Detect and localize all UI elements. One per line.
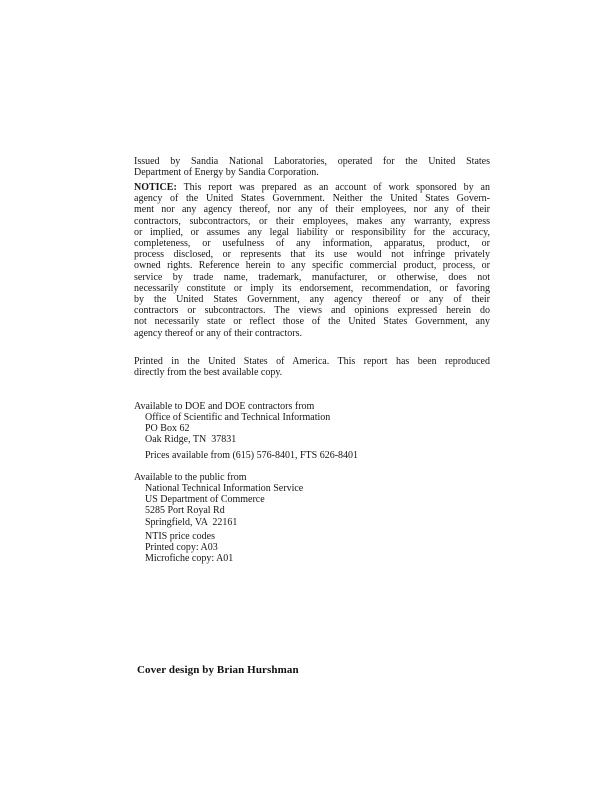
text-line: National Technical Information Service <box>145 483 304 494</box>
public-address <box>145 483 490 528</box>
doe-address <box>145 412 490 446</box>
text-line: completeness, or usefulness of any information, apparatus, product, or <box>134 238 490 250</box>
text-line: US Department of Commerce <box>145 494 265 506</box>
text-line: Microfiche copy: A01 <box>145 553 234 565</box>
text-line: Oak Ridge, TN 37831 <box>145 434 237 446</box>
public-availability-heading <box>134 472 490 483</box>
text-line: contractors or subcontractors. The views and opinions expressed herein do <box>134 305 490 317</box>
notice-paragraph <box>134 182 490 339</box>
text-line: agency of the United States Government. Neither the United States Govern- <box>134 193 490 205</box>
text-line: Department of Energy by Sandia Corporation. <box>134 167 319 179</box>
text-line: Office of Scientific and Technical Information <box>145 412 331 423</box>
text-line: not necessarily state or reflect those of the United States Government, any <box>134 316 490 328</box>
text-line: agency thereof or any of their contractors. <box>134 327 302 339</box>
notice-body-lines <box>134 193 490 339</box>
text-line: NTIS price codes <box>145 531 215 542</box>
text-line: Available to the public from <box>134 472 247 483</box>
text-line: or implied, or assumes any legal liability or responsibility for the accuracy, <box>134 226 490 238</box>
printed-in-usa-paragraph <box>134 356 490 378</box>
notice-label: NOTICE: <box>134 182 177 193</box>
text-line: Available to DOE and DOE contractors from <box>134 401 315 412</box>
text-line: Printed copy: A03 <box>145 542 218 554</box>
text-line: ment nor any agency thereof, nor any of their employees, nor any of their <box>134 204 490 216</box>
text-line: PO Box 62 <box>145 423 190 435</box>
text-line: by the United States Government, any agency thereof or any of their <box>134 294 490 306</box>
doe-prices-line <box>145 450 490 461</box>
text-line: Springfield, VA 22161 <box>145 516 238 528</box>
text-line: service by trade name, trademark, manufacturer, or otherwise, does not <box>134 271 490 283</box>
text-line: process disclosed, or represents that its use would not infringe privately <box>134 249 490 261</box>
issued-by-paragraph <box>134 156 490 178</box>
notice-first-line <box>134 182 490 193</box>
text-line: Issued by Sandia National Laboratories, operated for the United States <box>134 156 490 167</box>
text-line: Prices available from (615) 576-8401, FTS 626-8401 <box>145 450 359 461</box>
text-line: Printed in the United States of America. This report has been reproduced <box>134 356 490 367</box>
text-line: directly from the best available copy. <box>134 367 283 379</box>
text-line: necessarily constitute or imply its endorsement, recommendation, or favoring <box>134 282 490 294</box>
doe-availability-heading <box>134 401 490 412</box>
text-line: contractors, subcontractors, or their employees, makes any warranty, express <box>134 215 490 227</box>
cover-design-credit: Cover design by Brian Hurshman <box>137 664 299 676</box>
text-line: 5285 Port Royal Rd <box>145 505 225 517</box>
ntis-price-codes <box>145 531 490 565</box>
text-line: owned rights. Reference herein to any specific commercial product, process, or <box>134 260 490 272</box>
notice-first-line-text: This report was prepared as an account of work sponsored by an <box>183 182 490 193</box>
